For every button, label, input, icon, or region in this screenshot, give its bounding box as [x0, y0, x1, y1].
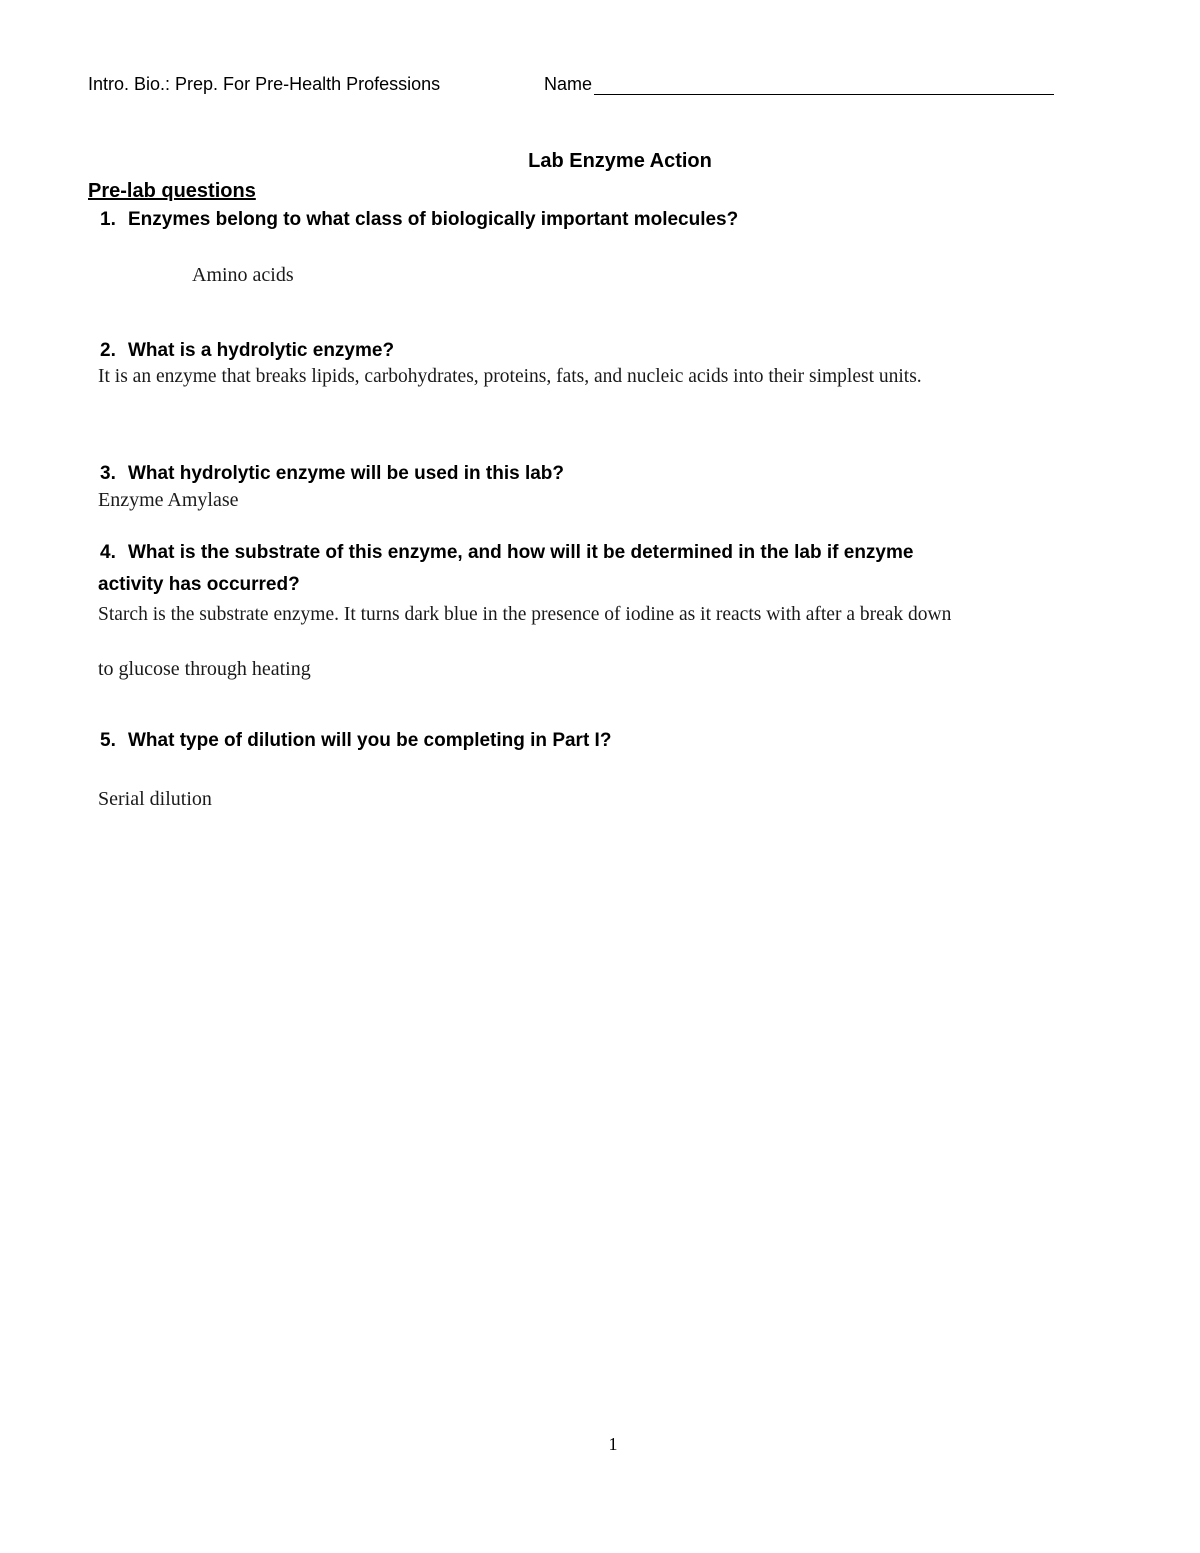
question-text: What is a hydrolytic enzyme? [128, 340, 395, 361]
question-text: What type of dilution will you be completing in Part I? [128, 730, 612, 751]
name-field [544, 74, 1054, 95]
answer-3: Enzyme Amylase [98, 489, 239, 511]
question-2 [100, 340, 394, 362]
question-4-line-2: activity has occurred? [98, 574, 300, 595]
name-label: Name [544, 74, 593, 94]
question-number: 5. [100, 730, 116, 751]
name-blank-line [594, 74, 1054, 95]
question-3 [100, 463, 564, 485]
question-text: What is the substrate of this enzyme, and how will it be determined in the lab if enzyme [128, 542, 914, 563]
course-title: Intro. Bio.: Prep. For Pre-Health Professions [88, 74, 441, 94]
question-number: 4. [100, 542, 116, 563]
question-number: 1. [100, 209, 116, 230]
section-heading: Pre-lab questions [88, 180, 256, 202]
question-number: 2. [100, 340, 116, 361]
answer-4: Starch is the substrate enzyme. It turns dark blue in the presence of iodine as it reacts with after a break down [98, 604, 952, 625]
question-text: Enzymes belong to what class of biologically important molecules? [128, 209, 739, 230]
answer-2: It is an enzyme that breaks lipids, carbohydrates, proteins, fats, and nucleic acids into their simplest units. [98, 366, 922, 387]
question-1 [100, 209, 738, 231]
question-4 [100, 542, 913, 564]
answer-1: Amino acids [192, 264, 294, 286]
document-title: Lab Enzyme Action [528, 150, 712, 172]
question-5 [100, 730, 611, 752]
answer-5: Serial dilution [98, 788, 212, 810]
question-text: What hydrolytic enzyme will be used in this lab? [128, 463, 565, 484]
question-number: 3. [100, 463, 116, 484]
page-number: 1 [608, 1434, 618, 1454]
answer-4-line-2: to glucose through heating [98, 658, 311, 680]
